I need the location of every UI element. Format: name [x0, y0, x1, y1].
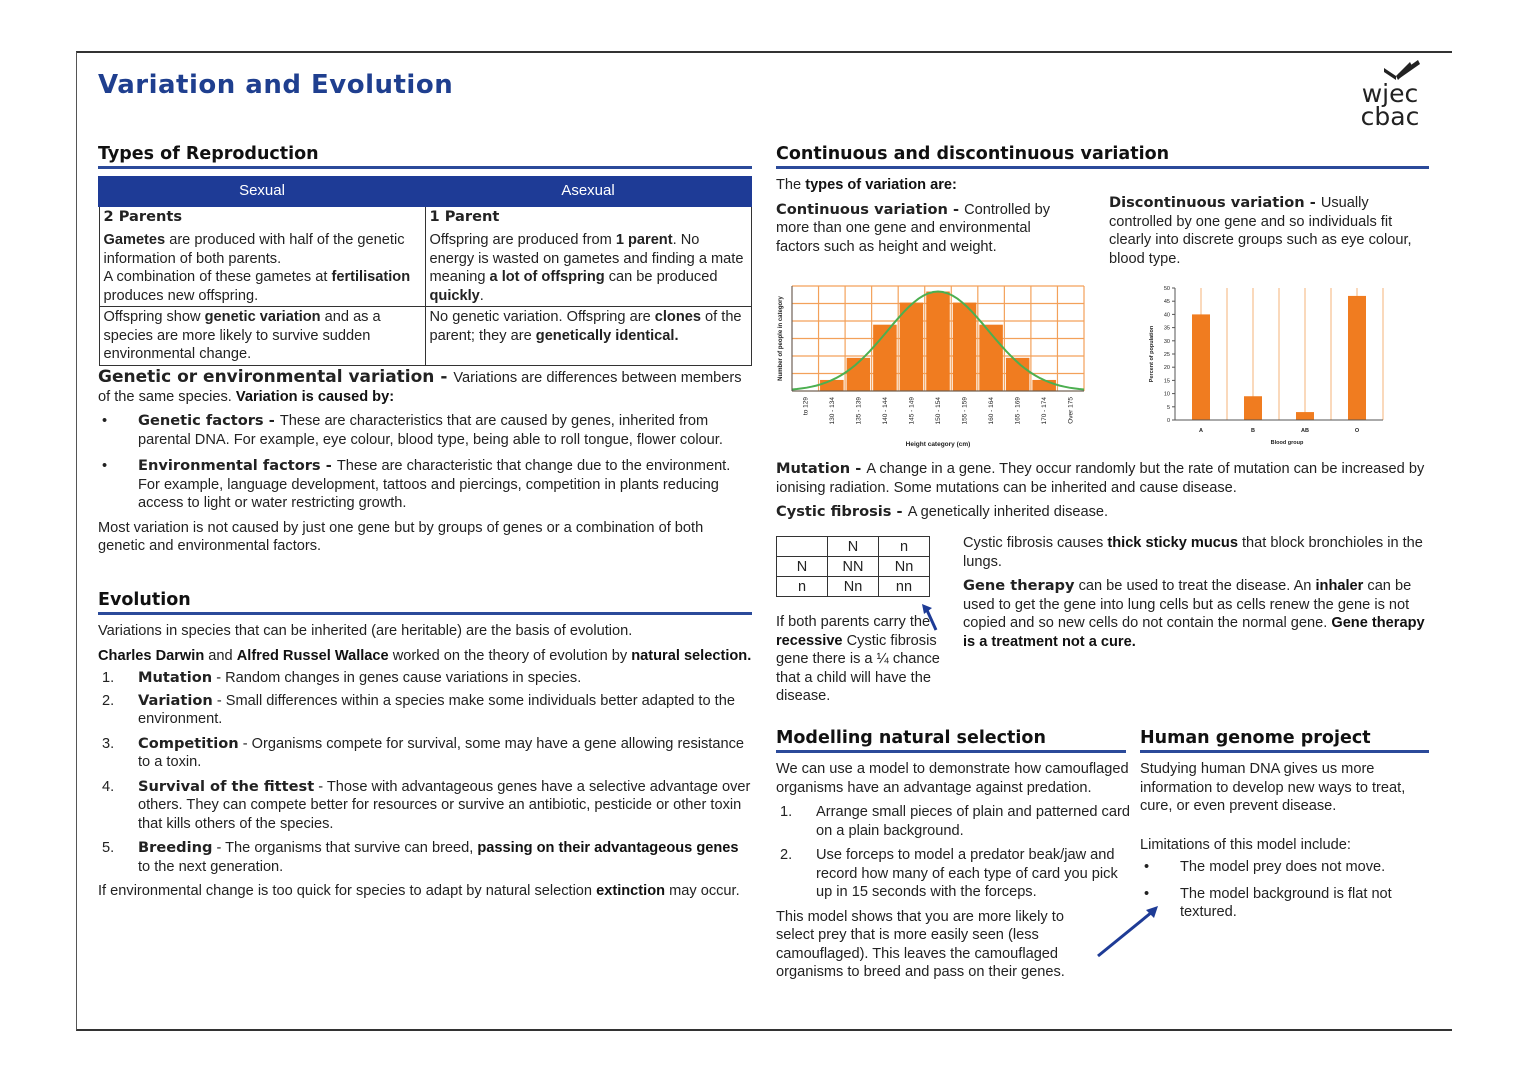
asexual-p1-g: .	[479, 287, 484, 304]
bar	[900, 303, 924, 391]
step-number: 2.	[102, 692, 115, 709]
environmental-factors-label: Environmental factors -	[138, 457, 337, 474]
y-tick-label: 10	[1163, 391, 1170, 398]
evolution-step	[98, 669, 752, 688]
y-axis-title: Number of people in category	[778, 296, 784, 381]
step-text: - The organisms that survive can breed,	[212, 840, 478, 856]
environmental-factors-item	[98, 457, 752, 513]
cf-p1-c: that block bronchioles in the lungs.	[963, 535, 1423, 570]
wjec-logo	[1350, 58, 1430, 131]
asexual-p1-c: . No energy is wasted on gametes and finding a mate meaning	[429, 232, 744, 285]
asexual-p1-f: quickly	[429, 287, 480, 304]
logo-text-wjec: wjec	[1361, 79, 1419, 108]
genetic-factors-item	[98, 412, 752, 449]
y-tick-label: 20	[1163, 365, 1170, 372]
x-axis-title: Blood group	[1270, 440, 1304, 446]
blood-group-chart	[1145, 278, 1405, 453]
limit-text: The model prey does not move.	[1180, 859, 1386, 875]
sexual-p1-text: are produced with half of the genetic information of both parents.	[103, 232, 405, 267]
asexual-r2-b: clones	[654, 309, 701, 325]
x-tick-label: 145 - 149	[908, 397, 916, 425]
variation-summary: Most variation is not caused by just one gene but by groups of genes or a combination of both genetic and environmental factors.	[98, 519, 704, 554]
asexual-cell-2	[425, 307, 751, 366]
x-tick-label: to 129	[802, 397, 810, 416]
modelling-heading: Modelling natural selection	[776, 728, 1126, 753]
genetic-env-section	[98, 368, 752, 556]
step-text: - Small differences within a species make some individuals better adapted to the environment.	[138, 692, 735, 727]
y-tick-label: 50	[1163, 286, 1170, 292]
gametes-term: Gametes	[103, 232, 166, 248]
x-tick-label: 150 - 154	[935, 397, 942, 425]
genetic-env-heading: Genetic or environmental variation -	[98, 367, 454, 387]
step-text: - Those with advantageous genes have a selective advantage over others. They can compete better for resources or survive an antibiotic, pesticide or other toxin that kills others of the species.	[138, 778, 751, 832]
punnett-row-header: N	[777, 557, 828, 577]
bar	[1296, 412, 1314, 420]
asexual-r2-c: of the parent; they are	[429, 309, 742, 344]
y-axis-title: Percent of population	[1149, 325, 1155, 383]
height-histogram	[772, 278, 1102, 453]
modelling-section	[776, 760, 1131, 982]
y-tick-label: 25	[1163, 352, 1170, 358]
evolution-heading: Evolution	[98, 590, 752, 615]
step-label: Mutation	[138, 669, 213, 686]
logo-text-cbac: cbac	[1360, 102, 1420, 131]
discontinuous-section	[1109, 194, 1427, 268]
types-intro-b: types of variation are:	[805, 177, 957, 193]
y-tick-label: 40	[1163, 312, 1170, 319]
bar	[953, 303, 977, 391]
step-text: - Organisms compete for survival, some may have a gene allowing resistance to a toxin.	[138, 735, 744, 770]
x-tick-label: 170 - 174	[1041, 397, 1049, 425]
types-intro-a: The	[776, 177, 806, 193]
limit-item	[1140, 858, 1430, 877]
limit-text: The model background is flat not textured.	[1180, 885, 1392, 920]
sexual-cell-1	[99, 206, 425, 307]
inhaler-term: inhaler	[1315, 578, 1364, 594]
punnett-blank	[777, 537, 828, 557]
bar	[820, 380, 844, 391]
genetic-factors-label: Genetic factors -	[138, 412, 280, 429]
recessive-term: recessive	[776, 632, 843, 649]
modelling-intro: We can use a model to demonstrate how camouflaged organisms have an advantage against predation.	[776, 761, 1129, 796]
genetic-factors-text: These are characteristics that are caused by genes, inherited from parental DNA. For example, eye colour, blood type, being able to roll tongue, flower colour.	[138, 413, 723, 448]
x-tick-label: A	[1199, 428, 1203, 434]
step-number: 1.	[102, 670, 115, 686]
x-tick-label: 155 - 159	[961, 397, 969, 425]
punnett-cell: nn	[879, 577, 930, 597]
step-number: 5.	[102, 840, 115, 856]
x-tick-label: 140 - 144	[881, 397, 889, 425]
genome-heading: Human genome project	[1140, 728, 1429, 753]
environmental-factors-text: These are characteristic that change due to the environment. For example, language development, tattoos and piercings, competition in plants reducing access to light or water restricting growth.	[138, 458, 731, 511]
mutation-label: Mutation -	[776, 460, 867, 477]
cf-note-c: Cystic fibrosis gene there is a ¼ chance that a child will have the disease.	[776, 632, 940, 704]
x-tick-label: 165 - 169	[1014, 397, 1022, 425]
y-tick-label: 0	[1166, 418, 1170, 424]
evolution-step	[98, 692, 752, 729]
step-number: 1.	[780, 804, 793, 820]
continuous-label: Continuous variation -	[776, 200, 965, 218]
evolution-p2-text: worked on the theory of evolution by	[388, 647, 632, 664]
y-tick-label: 45	[1163, 299, 1170, 306]
natural-selection-term: natural selection.	[631, 647, 752, 664]
asexual-p1-e: can be produced	[604, 269, 718, 285]
step-text: - Random changes in genes cause variations in species.	[212, 670, 582, 686]
wallace: Alfred Russel Wallace	[236, 647, 389, 664]
reproduction-heading: Types of Reproduction	[98, 144, 752, 169]
punnett-cell: Nn	[828, 577, 879, 597]
asexual-r2-d: genetically identical.	[535, 327, 679, 344]
step-label: Breeding	[138, 839, 213, 856]
sexual-header: Sexual	[99, 177, 425, 206]
page-title: Variation and Evolution	[98, 70, 454, 100]
mutation-section	[776, 460, 1431, 522]
evolution-step	[98, 735, 752, 772]
sexual-p2-text: A combination of these gametes at	[103, 269, 332, 285]
step-label: Competition	[138, 734, 239, 752]
continuous-heading: Continuous and discontinuous variation	[776, 144, 1429, 169]
discontinuous-text: Usually controlled by one gene and so individuals fit clearly into discrete groups such as eye colour, blood type.	[1109, 195, 1412, 267]
asexual-cell-1	[425, 206, 751, 307]
sexual-r2-b: genetic variation	[204, 309, 321, 325]
sexual-p2-tail: produces new offspring.	[103, 287, 259, 304]
evolution-step	[98, 778, 752, 834]
asexual-p1-a: Offspring are produced from	[429, 232, 616, 248]
asexual-p1-d: a lot of offspring	[489, 269, 605, 285]
asexual-p1-b: 1 parent	[615, 232, 673, 248]
x-tick-label: Over 175	[1067, 397, 1075, 424]
bar	[1244, 396, 1262, 420]
punnett-cell: Nn	[879, 557, 930, 577]
modelling-step	[776, 803, 1131, 840]
genetic-env-intro-bold: Variation is caused by:	[235, 388, 395, 405]
sexual-parents: 2 Parents	[103, 207, 183, 225]
step-label: Survival of the fittest	[138, 777, 315, 795]
evolution-step	[98, 839, 752, 876]
cf-text: A genetically inherited disease.	[907, 504, 1109, 520]
mucus-term: thick sticky mucus	[1107, 535, 1238, 551]
discontinuous-label: Discontinuous variation -	[1109, 194, 1321, 211]
x-tick-label: O	[1354, 428, 1360, 434]
x-tick-label: AB	[1301, 428, 1309, 434]
punnett-header: n	[879, 537, 930, 557]
bar	[926, 292, 950, 391]
cf-p2-d: can be used to get the gene into lung cells but as cells renew the gene is not copied and so new cells do not contain the normal gene.	[963, 578, 1412, 631]
bar	[1348, 296, 1366, 420]
cf-p2-e: Gene therapy is a treatment not a cure.	[963, 615, 1425, 650]
cf-p1-a: Cystic fibrosis causes	[963, 535, 1108, 551]
y-tick-label: 35	[1163, 325, 1170, 332]
modelling-step	[776, 846, 1131, 902]
y-tick-label: 30	[1163, 338, 1170, 345]
cf-note	[776, 613, 946, 706]
punnett-cell: NN	[828, 557, 879, 577]
sexual-r2-c: and as a species are more likely to survive sudden environmental change.	[103, 309, 381, 362]
gene-therapy-term: Gene therapy	[963, 577, 1075, 594]
cf-note-a: If both parents carry the	[776, 614, 931, 630]
genome-section	[1140, 760, 1430, 930]
limit-item	[1140, 885, 1430, 922]
x-axis-title: Height category (cm)	[905, 441, 971, 448]
x-tick-label: 160 - 164	[988, 397, 996, 425]
extinction-term: extinction	[596, 883, 666, 899]
closing-a: If environmental change is too quick for species to adapt by natural selection	[98, 883, 597, 899]
evolution-section	[98, 622, 752, 901]
x-tick-label: B	[1251, 428, 1255, 434]
mutation-text: A change in a gene. They occur randomly but the rate of mutation can be increased by ionising radiation. Some mutations can be inherited and cause disease.	[776, 461, 1425, 496]
limits-heading: Limitations of this model include:	[1140, 836, 1351, 853]
step-label: Variation	[138, 691, 213, 709]
asexual-r2-a: No genetic variation. Offspring are	[429, 309, 655, 325]
asexual-header: Asexual	[425, 177, 751, 206]
asexual-parents: 1 Parent	[429, 207, 500, 225]
step-text: Use forceps to model a predator beak/jaw and record how many of each type of card you pick up in 15 seconds with the forceps.	[816, 847, 1118, 900]
sexual-r2-a: Offspring show	[103, 309, 205, 325]
continuous-section	[776, 176, 1076, 256]
evolution-p1: Variations in species that can be inherited (are heritable) are the basis of evolution.	[98, 623, 633, 639]
sexual-cell-2	[99, 307, 425, 366]
x-tick-label: 130 - 134	[828, 397, 836, 425]
reproduction-table	[98, 176, 752, 366]
darwin: Charles Darwin	[98, 647, 205, 664]
fertilisation-term: fertilisation	[331, 269, 411, 285]
y-tick-label: 15	[1163, 378, 1170, 385]
bar	[1192, 314, 1210, 420]
genetic-env-intro: Variations are differences between members of the same species.	[98, 370, 742, 405]
y-tick-label: 5	[1166, 404, 1170, 411]
x-tick-label: 135 - 139	[855, 397, 863, 425]
bar	[1032, 380, 1056, 391]
step-number: 2.	[780, 847, 793, 863]
step-tail: to the next generation.	[138, 858, 284, 875]
closing-c: may occur.	[665, 883, 740, 899]
step-bold: passing on their advantageous genes	[477, 840, 739, 856]
step-text: Arrange small pieces of plain and patterned card on a plain background.	[816, 804, 1130, 839]
cf-label: Cystic fibrosis -	[776, 503, 908, 520]
step-number: 3.	[102, 735, 115, 752]
genome-text: Studying human DNA gives us more information to develop new ways to treat, cure, or even prevent disease.	[1140, 761, 1406, 814]
punnett-square	[776, 536, 930, 597]
punnett-row-header: n	[777, 577, 828, 597]
step-number: 4.	[102, 778, 115, 795]
continuous-text: Controlled by more than one gene and environmental factors such as height and weight.	[776, 201, 1051, 255]
punnett-header: N	[828, 537, 879, 557]
evolution-and: and	[204, 647, 237, 664]
cf-p2-b: can be used to treat the disease. An	[1074, 578, 1316, 594]
cf-explanation	[963, 534, 1433, 651]
modelling-conclusion: This model shows that you are more likely to select prey that is more easily seen (less camouflaged). This leaves the camouflaged organisms to breed and pass on their genes.	[776, 908, 1065, 980]
